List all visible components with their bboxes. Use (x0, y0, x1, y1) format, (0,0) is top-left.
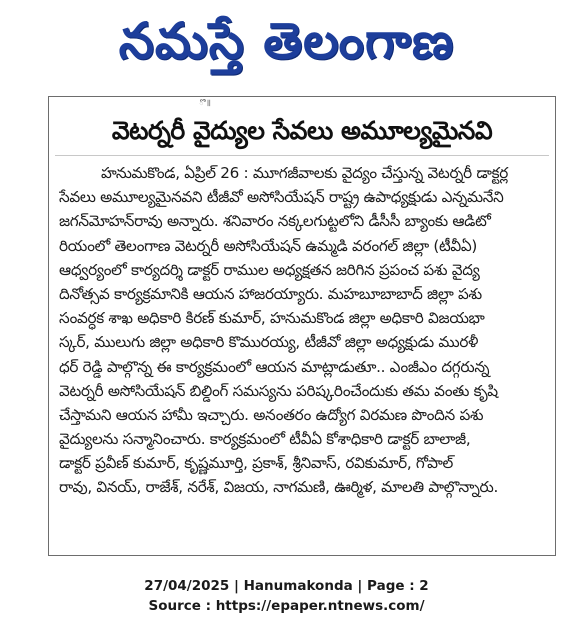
headline-wrap (55, 113, 549, 156)
article-line: చేస్తామని ఆయన హామీ ఇచ్చారు. అనంతరం ఉద్యోగ విరమణ పొందిన పశు (59, 405, 484, 424)
article-line: జగన్‌మోహన్‌రావు అన్నారు. శనివారం నక్కలగుట్టలోని డీసీసీ బ్యాంకు ఆడిటో (59, 212, 491, 231)
article-line: సంవర్ధక శాఖ అధికారి కిరణ్ కుమార్, హనుమకొండ జిల్లా అధికారి విజయభా (59, 309, 485, 328)
article-line: రావు, వినయ్, రాజేశ్, నరేశ్, విజయ, నాగమణి, ఊర్మిళ, మాలతి పాల్గొన్నారు. (59, 478, 499, 497)
clipping-fragment: ో ॥ (199, 99, 211, 107)
article-body (59, 161, 549, 551)
article-line: ఆధ్వర్యంలో కార్యదర్శి డాక్టర్ రాముల అధ్యక్షతన జరిగిన ప్రపంచ పశు వైద్య (59, 260, 480, 279)
article-line: వైద్యులను సన్మానించారు. కార్యక్రమంలో టీవీఏ కోశాధికారి డాక్టర్ బాలాజీ, (59, 430, 471, 449)
article-line: ధర్ రెడ్డి పాల్గొన్న ఈ కార్యక్రమంలో ఆయన మాట్లాడుతూ.. ఎంజీఎం దగ్గరున్న (59, 357, 490, 376)
article-line: సేవలు అమూల్యమైనవని టీజీవో అసోసియేషన్ రాష్ట్ర ఉపాధ్యక్షుడు ఎన్నమనేని (59, 188, 504, 207)
article-line: డాక్టర్ ప్రవీణ్ కుమార్, కృష్ణమూర్తి, ప్రకాశ్, శ్రీనివాస్, రవికుమార్, గోపాల్ (59, 454, 453, 473)
footer (0, 576, 573, 616)
article-line: రియంలో తెలంగాణ వెటర్నరీ అసోసియేషన్ ఉమ్మడి వరంగల్ జిల్లా (టీవీఏ) (59, 236, 478, 255)
article-line: వెటర్నరీ అసోసియేషన్ బిల్డింగ్ సమస్యను పరిష్కరించేందుకు తమ వంతు కృషి (59, 381, 498, 400)
footer-source[interactable]: Source : https://epaper.ntnews.com/ (148, 598, 425, 614)
article-line: హనుమకొండ, ఏప్రిల్ 26 : మూగజీవాలకు వైద్యం చేస్తున్న వెటర్నరీ డాక్టర్ల (101, 164, 508, 182)
article-line: దినోత్సవ కార్యక్రమానికి ఆయన హాజరయ్యారు. మహబూబాబాద్ జిల్లా పశు (59, 284, 482, 303)
masthead-title: నమస్తే తెలంగాణ (118, 11, 455, 70)
article-line: స్కర్, ములుగు జిల్లా అధికారి కొమురయ్య, టీజీవో జిల్లా అధ్యక్షుడు మురళీ (59, 333, 479, 352)
masthead (0, 0, 573, 82)
news-clipping (48, 96, 556, 556)
article-headline: వెటర్నరీ వైద్యుల సేవలు అమూల్యమైనవి (111, 116, 493, 145)
footer-date-location: 27/04/2025 | Hanumakonda | Page : 2 (144, 578, 429, 594)
